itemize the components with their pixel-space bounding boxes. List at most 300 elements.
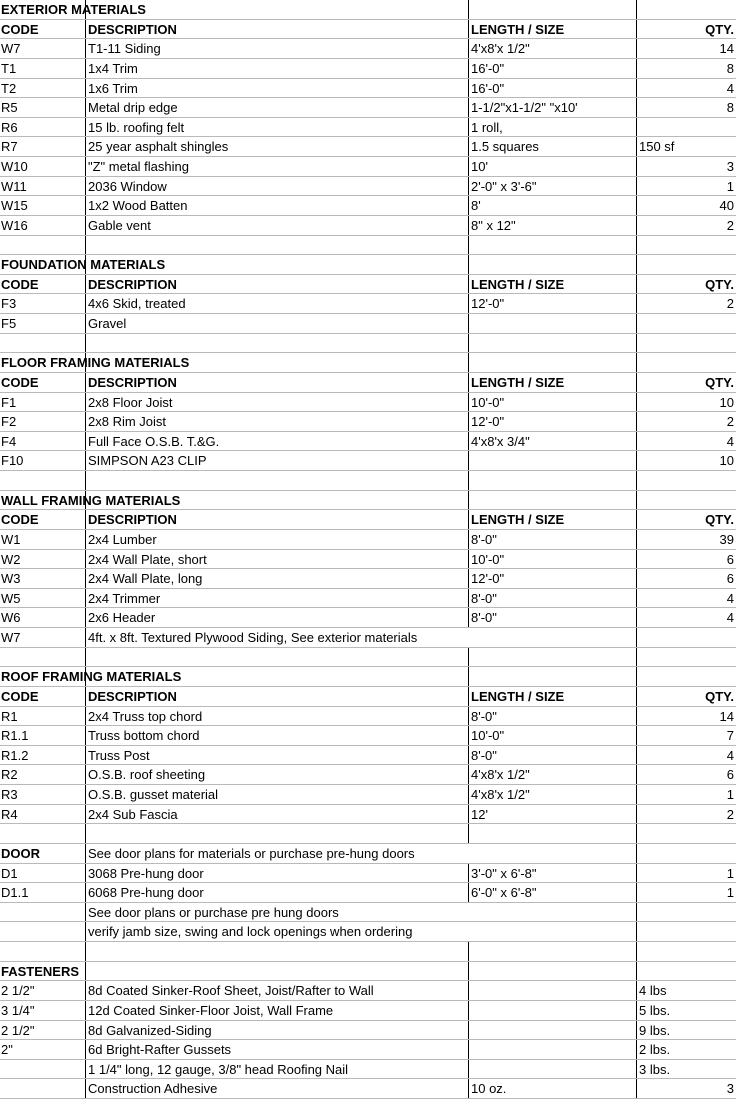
item-row [0,157,736,177]
item-code[interactable]: T2 [1,80,17,96]
section-title-row [0,353,736,373]
item-quantity: 3 [726,159,734,174]
item-code[interactable]: D1.1 [1,885,29,901]
item-qty[interactable] [636,432,736,451]
item-row [0,314,736,334]
column-header-row [0,373,736,393]
item-row [0,864,736,884]
item-quantity: 4 [726,747,734,763]
item-length[interactable]: 8'-0" [468,608,636,627]
item-qty[interactable] [636,864,736,883]
empty-cell[interactable] [636,491,736,510]
header-length[interactable]: LENGTH / SIZE [468,510,636,529]
section-title[interactable]: EXTERIOR MATERIALS [1,2,146,17]
item-code[interactable]: R7 [1,139,18,155]
item-quantity: 4 [726,80,734,96]
item-row [0,412,736,432]
blank-row [0,824,736,844]
header-length[interactable]: LENGTH / SIZE [468,275,636,294]
item-row [0,1040,736,1060]
section-title[interactable]: WALL FRAMING MATERIALS [1,492,181,508]
item-row [0,1060,736,1080]
item-length[interactable] [468,1021,636,1040]
section-title-row [0,0,736,20]
blank-row [0,471,736,491]
item-length[interactable]: 4'x8'x 3/4" [468,432,636,451]
item-row [0,981,736,1001]
column-header-row [0,687,736,707]
item-length[interactable]: 10'-0" [468,550,636,569]
item-quantity: 1 [726,178,734,194]
item-description[interactable]: See door plans for materials or purchase pre-hung doors [85,844,468,863]
item-code[interactable]: W6 [1,610,21,626]
item-description[interactable]: 2036 Window [85,177,468,196]
item-qty[interactable] [636,550,736,569]
header-length[interactable]: LENGTH / SIZE [468,687,636,706]
item-quantity: 8 [726,60,734,76]
blank-row [0,648,736,668]
item-code[interactable]: R1.2 [1,747,29,763]
item-length[interactable]: 4'x8'x 1/2" [468,765,636,784]
item-description[interactable]: 2x4 Wall Plate, long [85,569,468,588]
item-quantity: 10 [719,453,734,469]
item-row [0,726,736,746]
empty-cell[interactable] [636,334,736,353]
item-description[interactable]: 8d Coated Sinker-Roof Sheet, Joist/Rafter to Wall [85,981,468,1000]
empty-cell[interactable] [636,844,736,863]
item-code[interactable]: R5 [1,100,18,116]
item-row [0,1001,736,1021]
item-length[interactable]: 12'-0" [468,412,636,431]
item-description[interactable]: See door plans or purchase pre hung doors [85,903,468,922]
empty-cell[interactable] [85,236,468,255]
empty-cell[interactable] [468,903,636,922]
item-row [0,569,736,589]
header-code[interactable]: CODE [1,688,39,704]
item-length[interactable] [468,1040,636,1059]
header-code[interactable]: CODE [1,21,39,37]
empty-cell[interactable] [636,962,736,981]
item-code[interactable]: W7 [1,41,21,57]
item-quantity: 6 [726,551,734,567]
empty-cell[interactable] [636,903,736,922]
item-length[interactable] [468,1060,636,1079]
item-length[interactable]: 8'-0" [468,746,636,765]
item-row [0,805,736,825]
header-code[interactable]: CODE [1,374,39,390]
item-description[interactable]: 1 1/4" long, 12 gauge, 3/8" head Roofing Nail [85,1060,468,1079]
empty-cell[interactable] [468,922,636,941]
item-code[interactable]: W3 [1,571,21,587]
empty-cell[interactable] [0,942,85,961]
item-description[interactable]: 2x6 Header [85,608,468,627]
item-quantity: 7 [726,728,734,744]
item-description[interactable]: 2x8 Rim Joist [85,412,468,431]
item-code[interactable] [0,922,85,941]
item-length[interactable]: 10'-0" [468,393,636,412]
item-qty[interactable] [636,393,736,412]
item-row [0,765,736,785]
item-qty[interactable] [636,1001,736,1020]
item-qty[interactable] [636,883,736,902]
empty-cell[interactable] [636,648,736,667]
item-description[interactable]: "Z" metal flashing [85,157,468,176]
item-description[interactable]: Full Face O.S.B. T.&G. [85,432,468,451]
item-description[interactable]: 4x6 Skid, treated [85,294,468,313]
item-code[interactable]: F2 [1,414,17,430]
item-row [0,1079,736,1099]
item-code[interactable]: T1 [1,60,17,76]
item-description[interactable]: 3068 Pre-hung door [85,864,468,883]
empty-cell[interactable] [636,471,736,490]
item-code[interactable]: W2 [1,551,21,567]
empty-cell[interactable] [468,334,636,353]
item-description[interactable]: verify jamb size, swing and lock openings when ordering [85,922,468,941]
empty-cell[interactable] [636,942,736,961]
item-qty[interactable] [636,1060,736,1079]
empty-cell[interactable] [85,648,468,667]
item-quantity: 2 [726,806,734,822]
empty-cell[interactable] [636,628,736,647]
item-description[interactable]: 12d Coated Sinker-Floor Joist, Wall Frame [85,1001,468,1020]
item-quantity: 6 [726,571,734,587]
empty-cell[interactable] [85,471,468,490]
item-row [0,137,736,157]
item-length[interactable]: 12'-0" [468,569,636,588]
item-description[interactable]: 25 year asphalt shingles [85,137,468,156]
item-row [0,216,736,236]
column-header-row [0,275,736,295]
item-qty[interactable] [636,1021,736,1040]
item-length[interactable]: 8'-0" [468,589,636,608]
header-qty[interactable]: QTY. [636,687,736,706]
empty-cell[interactable] [636,353,736,372]
empty-cell[interactable] [636,922,736,941]
item-qty[interactable] [636,137,736,156]
empty-cell[interactable] [468,648,636,667]
item-description[interactable]: O.S.B. roof sheeting [85,765,468,784]
item-description[interactable]: Truss bottom chord [85,726,468,745]
item-code[interactable]: DOOR [1,845,40,861]
item-description[interactable]: 2x4 Trimmer [85,589,468,608]
item-code[interactable]: W11 [1,178,27,194]
item-qty[interactable] [636,118,736,137]
item-length[interactable]: 1.5 squares [468,137,636,156]
item-length[interactable]: 8" x 12" [468,216,636,235]
item-code[interactable]: F4 [1,433,17,449]
item-length[interactable] [468,314,636,333]
item-code[interactable]: 2 1/2" [1,1022,35,1038]
empty-cell[interactable] [468,962,636,981]
item-description[interactable]: Construction Adhesive [85,1079,468,1098]
item-qty[interactable] [636,785,736,804]
section-title[interactable]: ROOF FRAMING MATERIALS [1,669,182,685]
empty-cell[interactable] [85,942,468,961]
item-length[interactable]: 10'-0" [468,726,636,745]
item-quantity: 2 [726,296,734,312]
item-qty[interactable] [636,157,736,176]
item-qty[interactable] [636,294,736,313]
item-extra: 150 sf [639,139,675,155]
item-qty[interactable] [636,726,736,745]
empty-cell[interactable] [85,824,468,843]
item-description[interactable]: 1x6 Trim [85,79,468,98]
item-code[interactable]: W1 [1,531,21,547]
item-quantity: 2 [726,414,734,430]
header-description[interactable]: DESCRIPTION [85,20,468,39]
item-code[interactable]: R1.1 [1,728,29,744]
empty-cell[interactable] [636,667,736,686]
item-length[interactable]: 3'-0" x 6'-8" [468,864,636,883]
item-row [0,530,736,550]
empty-cell[interactable] [468,353,636,372]
item-description[interactable]: 1x2 Wood Batten [85,196,468,215]
item-length[interactable]: 1 roll, [468,118,636,137]
item-quantity: 3 [726,1081,734,1097]
note-row [0,903,736,923]
item-code[interactable]: W15 [1,198,28,214]
empty-cell[interactable] [636,255,736,274]
item-code[interactable] [0,1079,85,1098]
empty-cell[interactable] [0,471,85,490]
item-code[interactable]: 3 1/4" [1,1002,35,1018]
item-code[interactable]: F1 [1,394,17,410]
empty-cell[interactable] [0,824,85,843]
item-row [0,59,736,79]
item-quantity: 10 [719,394,734,410]
item-description[interactable]: 15 lb. roofing felt [85,118,468,137]
item-length[interactable] [468,981,636,1000]
item-description[interactable]: 1x4 Trim [85,59,468,78]
item-description[interactable]: 2x4 Sub Fascia [85,805,468,824]
item-length[interactable]: 16'-0" [468,79,636,98]
item-description[interactable]: Truss Post [85,746,468,765]
item-qty[interactable] [636,805,736,824]
item-qty[interactable] [636,39,736,58]
empty-cell[interactable] [636,0,736,19]
header-qty[interactable]: QTY. [636,275,736,294]
item-row [0,785,736,805]
item-code[interactable]: W10 [1,159,28,174]
item-length[interactable]: 4'x8'x 1/2" [468,785,636,804]
item-length[interactable]: 12' [468,805,636,824]
item-qty[interactable] [636,589,736,608]
header-length[interactable]: LENGTH / SIZE [468,373,636,392]
item-description[interactable]: 2x4 Truss top chord [85,707,468,726]
item-extra: 2 lbs. [639,1042,671,1058]
item-qty[interactable] [636,608,736,627]
section-title-row [0,962,736,982]
item-code[interactable]: R6 [1,119,18,135]
section-title-row [0,255,736,275]
header-code[interactable]: CODE [1,512,39,528]
column-header-row [0,510,736,530]
item-code[interactable]: R3 [1,787,18,802]
item-qty[interactable] [636,314,736,333]
item-row [0,98,736,118]
item-code[interactable]: F10 [1,453,24,469]
item-quantity: 1 [726,787,734,802]
item-row [0,196,736,216]
item-quantity: 2 [726,217,734,233]
section-title-row [0,667,736,687]
item-qty[interactable] [636,451,736,470]
item-code[interactable]: W16 [1,217,28,233]
item-row [0,608,736,628]
column-header-row [0,20,736,40]
item-qty[interactable] [636,196,736,215]
item-length[interactable]: 8'-0" [468,530,636,549]
header-qty[interactable]: QTY. [636,510,736,529]
item-quantity: 4 [726,433,734,449]
item-quantity: 8 [726,100,734,116]
item-length[interactable]: 8'-0" [468,707,636,726]
section-title[interactable]: FLOOR FRAMING MATERIALS [1,355,190,371]
item-qty[interactable] [636,707,736,726]
item-quantity: 14 [719,708,734,724]
item-length[interactable]: 12'-0" [468,294,636,313]
item-row [0,393,736,413]
item-row [0,883,736,903]
item-length[interactable]: 1-1/2"x1-1/2" "x10' [468,98,636,117]
empty-cell[interactable] [468,471,636,490]
empty-cell[interactable] [468,942,636,961]
item-row [0,746,736,766]
item-qty[interactable] [636,569,736,588]
item-qty[interactable] [636,59,736,78]
item-code[interactable]: D1 [1,865,18,881]
empty-cell[interactable] [636,236,736,255]
empty-cell[interactable] [468,0,636,19]
item-code[interactable]: F5 [1,316,17,331]
item-row [0,451,736,471]
empty-cell[interactable] [468,255,636,274]
section-title[interactable]: FASTENERS [1,963,80,979]
item-length[interactable] [468,451,636,470]
item-description[interactable]: 4ft. x 8ft. Textured Plywood Siding, See exterior materials [85,628,468,647]
item-length[interactable]: 10' [468,157,636,176]
empty-cell[interactable] [468,236,636,255]
item-row [0,432,736,452]
empty-cell[interactable] [468,491,636,510]
empty-cell[interactable] [468,824,636,843]
item-code[interactable]: R2 [1,767,18,783]
header-description[interactable]: DESCRIPTION [85,373,468,392]
item-qty[interactable] [636,1040,736,1059]
blank-row [0,334,736,354]
item-code[interactable]: F3 [1,296,17,312]
item-description[interactable]: Gable vent [85,216,468,235]
header-qty[interactable]: QTY. [636,373,736,392]
item-extra: 4 lbs [639,983,667,999]
item-code[interactable]: W5 [1,590,21,606]
item-code[interactable]: R4 [1,806,18,822]
item-code[interactable]: 2" [1,1042,13,1058]
empty-cell[interactable] [468,667,636,686]
item-qty[interactable] [636,216,736,235]
item-code[interactable] [0,903,85,922]
empty-cell[interactable] [636,824,736,843]
item-description[interactable]: 2x8 Floor Joist [85,393,468,412]
item-length[interactable]: 10 oz. [468,1079,636,1098]
empty-cell[interactable] [0,236,85,255]
blank-row [0,942,736,962]
item-description[interactable]: 2x4 Wall Plate, short [85,550,468,569]
item-row [0,118,736,138]
item-qty[interactable] [636,412,736,431]
empty-cell[interactable] [85,334,468,353]
item-qty[interactable] [636,765,736,784]
header-code[interactable]: CODE [1,276,39,292]
item-quantity: 6 [726,767,734,783]
item-row [0,550,736,570]
empty-cell[interactable] [468,844,636,863]
note-row [0,922,736,942]
item-qty[interactable] [636,746,736,765]
item-length[interactable]: 8' [468,196,636,215]
header-description[interactable]: DESCRIPTION [85,275,468,294]
section-title-row [0,491,736,511]
item-length[interactable]: 4'x8'x 1/2" [468,39,636,58]
item-description[interactable]: SIMPSON A23 CLIP [85,451,468,470]
empty-cell[interactable] [468,628,636,647]
item-quantity: 40 [719,198,734,214]
item-row [0,79,736,99]
item-description[interactable]: O.S.B. gusset material [85,785,468,804]
item-row [0,1021,736,1041]
item-code[interactable]: 2 1/2" [1,983,35,999]
empty-cell[interactable] [0,334,85,353]
item-description[interactable]: 6068 Pre-hung door [85,883,468,902]
item-description[interactable]: Gravel [85,314,468,333]
empty-cell[interactable] [0,648,85,667]
item-code[interactable]: W7 [1,630,21,645]
header-description[interactable]: DESCRIPTION [85,687,468,706]
note-row [0,844,736,864]
item-row [0,39,736,59]
item-quantity: 4 [726,590,734,606]
blank-row [0,236,736,256]
item-qty[interactable] [636,530,736,549]
item-code[interactable] [0,1060,85,1079]
header-description[interactable]: DESCRIPTION [85,510,468,529]
item-description[interactable]: T1-11 Siding [85,39,468,58]
item-extra: 9 lbs. [639,1022,671,1038]
header-qty[interactable]: QTY. [636,20,736,39]
item-length[interactable] [468,1001,636,1020]
item-qty[interactable] [636,79,736,98]
item-qty[interactable] [636,177,736,196]
item-qty[interactable] [636,98,736,117]
item-length[interactable]: 6'-0" x 6'-8" [468,883,636,902]
item-row [0,294,736,314]
item-code[interactable]: R1 [1,708,18,724]
item-length[interactable]: 2'-0" x 3'-6" [468,177,636,196]
item-description[interactable]: Metal drip edge [85,98,468,117]
item-length[interactable]: 16'-0" [468,59,636,78]
item-description[interactable]: 8d Galvanized-Siding [85,1021,468,1040]
item-quantity: 14 [719,41,734,57]
header-length[interactable]: LENGTH / SIZE [468,20,636,39]
section-title[interactable]: FOUNDATION MATERIALS [1,257,166,273]
note-row [0,628,736,648]
item-quantity: 4 [726,610,734,626]
item-quantity: 39 [719,531,734,547]
item-description[interactable]: 6d Bright-Rafter Gussets [85,1040,468,1059]
item-description[interactable]: 2x4 Lumber [85,530,468,549]
item-qty[interactable] [636,981,736,1000]
item-qty[interactable] [636,1079,736,1098]
